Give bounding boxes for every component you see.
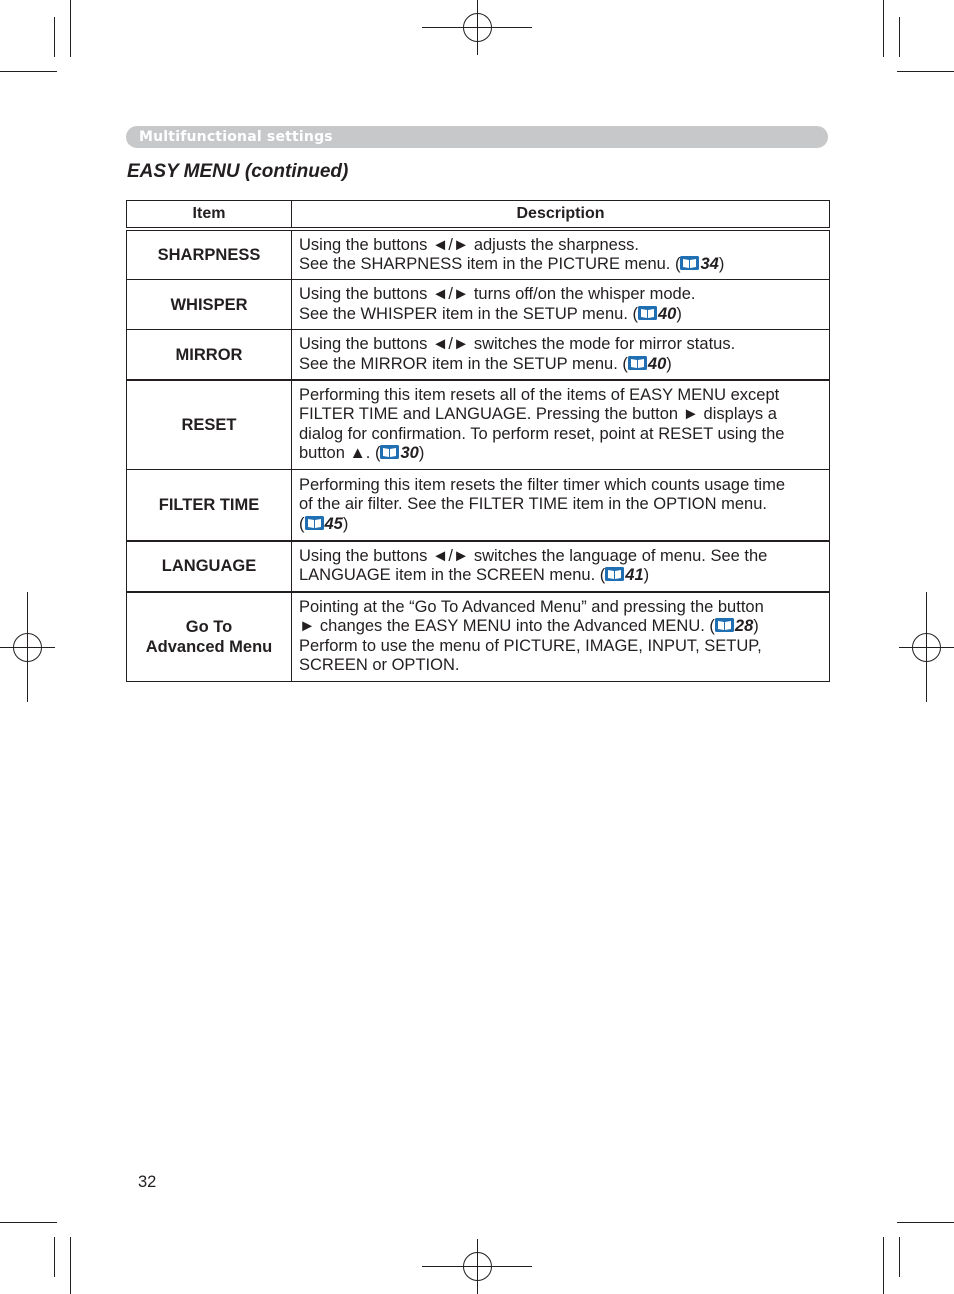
description-line: [299, 405, 823, 424]
item-name: RESET: [127, 380, 292, 469]
description-line: [299, 425, 823, 444]
description-text: Performing this item resets all of the items of EASY MENU except: [299, 385, 780, 404]
description-text: Performing this item resets the filter timer which counts usage time: [299, 475, 786, 494]
description-text: ): [676, 304, 682, 323]
item-name: MIRROR: [127, 330, 292, 380]
section-header-bar: [126, 126, 828, 148]
description-text: ): [342, 514, 349, 533]
page-number: 32: [138, 1173, 157, 1191]
table-row: [127, 541, 830, 592]
item-description: [292, 592, 830, 681]
book-icon: [715, 618, 734, 632]
description-line: [299, 444, 823, 463]
description-line: [299, 285, 823, 304]
page-reference: [628, 355, 666, 373]
page-reference: [380, 444, 418, 462]
description-text: See the MIRROR item in the SETUP menu. (: [299, 354, 628, 373]
description-text: Using the buttons ◄/► switches the mode for mirror status.: [299, 335, 736, 354]
page-reference: [305, 515, 343, 533]
description-line: [299, 255, 823, 274]
reference-page-number: 34: [700, 254, 719, 273]
description-text: Using the buttons ◄/► turns off/on the whisper mode.: [299, 285, 696, 304]
reference-page-number: 30: [400, 444, 419, 463]
item-description: [292, 380, 830, 469]
table-row: [127, 280, 830, 330]
page-reference: [680, 255, 718, 273]
column-header-description: Description: [292, 201, 830, 229]
column-header-item: Item: [127, 201, 292, 229]
description-line: [299, 476, 823, 495]
description-text: ): [643, 566, 650, 585]
description-line: [299, 598, 823, 617]
description-text: Using the buttons ◄/► switches the language of menu. See the: [299, 547, 768, 566]
item-name-line: Go To: [185, 617, 233, 636]
item-description: [292, 541, 830, 592]
description-line: [299, 236, 823, 255]
description-text: of the air filter. See the FILTER TIME item in the OPTION menu.: [299, 495, 767, 514]
description-text: ): [753, 617, 759, 636]
page-reference: [715, 617, 753, 635]
description-text: (: [299, 514, 305, 533]
book-icon: [680, 256, 699, 270]
description-text: FILTER TIME and LANGUAGE. Pressing the button ► displays a: [299, 405, 777, 424]
description-line: [299, 617, 823, 636]
reference-page-number: 40: [658, 304, 677, 323]
description-line: Perform to use the menu of PICTURE, IMAGE, INPUT, SETUP,: [299, 636, 762, 655]
reference-page-number: 40: [647, 354, 667, 373]
description-line: [299, 386, 823, 405]
description-text: dialog for confirmation. To perform reset, point at RESET using the: [299, 424, 785, 443]
table-row: [127, 380, 830, 469]
book-icon: [380, 445, 399, 459]
description-line: [299, 335, 823, 354]
description-text: See the SHARPNESS item in the PICTURE menu. (: [299, 254, 681, 273]
item-name: LANGUAGE: [127, 541, 292, 592]
item-name-line: Advanced Menu: [145, 637, 273, 656]
table-row: [127, 229, 830, 280]
description-text: Using the buttons ◄/► adjusts the sharpness.: [299, 235, 639, 254]
table-row: [127, 592, 830, 681]
description-line: [299, 355, 823, 374]
book-icon: [605, 567, 624, 581]
easy-menu-table: [126, 200, 830, 682]
description-text: ): [418, 444, 425, 463]
table-header-row: [127, 201, 830, 229]
page-reference: [638, 305, 676, 323]
item-description: [292, 229, 830, 280]
item-description: [292, 469, 830, 541]
item-name: SHARPNESS: [127, 229, 292, 280]
reference-page-number: 41: [625, 566, 644, 585]
description-text: See the WHISPER item in the SETUP menu. (: [299, 304, 638, 323]
book-icon: [305, 516, 324, 530]
description-line: [299, 566, 823, 585]
item-description: [292, 330, 830, 380]
description-text: button ▲. (: [299, 444, 381, 463]
description-line: SCREEN or OPTION.: [299, 656, 460, 675]
table-row: [127, 469, 830, 541]
description-text: ► changes the EASY MENU into the Advanced MENU. (: [299, 617, 715, 636]
description-text: ): [718, 254, 725, 273]
section-title: Multifunctional settings: [139, 129, 333, 145]
table-row: [127, 330, 830, 380]
description-line: [299, 305, 823, 324]
item-name: [127, 592, 292, 681]
book-icon: [638, 306, 657, 320]
description-line: [299, 547, 823, 566]
reference-page-number: 45: [324, 514, 343, 533]
description-text: ): [666, 354, 672, 373]
item-name: WHISPER: [127, 280, 292, 330]
description-line: [299, 495, 823, 514]
reference-page-number: 28: [734, 617, 754, 636]
page-heading: EASY MENU (continued): [127, 161, 349, 182]
description-text: LANGUAGE item in the SCREEN menu. (: [299, 566, 606, 585]
description-line: [299, 515, 823, 534]
book-icon: [628, 356, 647, 370]
item-name: FILTER TIME: [127, 469, 292, 541]
item-description: [292, 280, 830, 330]
description-text: Pointing at the “Go To Advanced Menu” and pressing the button: [299, 597, 764, 616]
page-reference: [605, 566, 643, 584]
